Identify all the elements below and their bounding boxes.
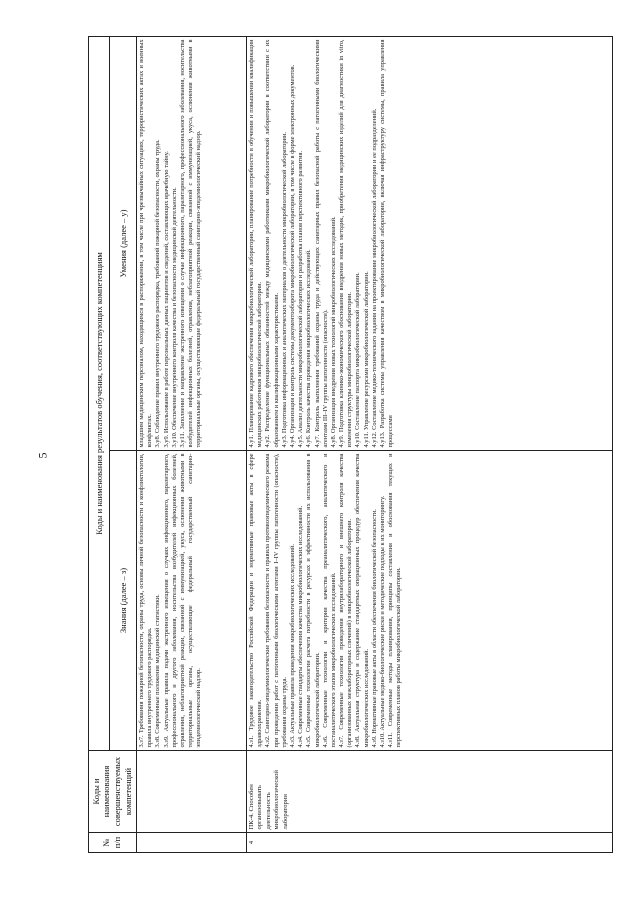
skill-item: 4.у10. Составление паспорта микробиологической лаборатории. [354, 272, 362, 448]
skill-item: 4.у3. Подготовка информационных и аналитических материалов о деятельности микробиологической лаборатории. [280, 132, 288, 448]
knowledge-item: 4.з11. Современные методы планирования, принципы составления и обоснования текущих и перспективных планов работы микробиологической лаборатории. [387, 453, 403, 748]
knowledge-item: 3.з8. Современные положения медицинской статистики. [154, 594, 162, 748]
knowledge-item: 4.з6. Современные технологии и критерии качества преаналитического, аналитического и постаналитического этапов микробиологических исследований. [321, 453, 337, 748]
skill-item: 4.у9. Подготовка клинико-экономического обоснования внедрения новых методик, приобретения медицинских изделий для диагностики in vitro, изменения структуры микробиологической лаборатории. [338, 39, 354, 448]
skill-item: 4.у13. Разработка системы управления качеством в микробиологической лаборатории, включая инфраструктуру системы, правила управления процессами [379, 39, 395, 448]
skill-item: 4.у5. Анализ деятельности микробиологической лаборатории и разработка планов перспективного развития. [297, 150, 305, 448]
skill-item: 4.у12. Составление медико-технического задания на проектирование микробиологической лаборатории и ее подразделений. [370, 108, 378, 448]
skill-item: 3.у8. Соблюдение правил внутреннего трудового распорядка, требований пожарной безопасности, охраны труда. [154, 139, 162, 448]
row-skills [136, 36, 246, 450]
header-knowledge: Знания (далее – з) [110, 451, 136, 751]
table-row [246, 36, 613, 852]
knowledge-item: 3.з9. Актуальные правила подачи экстренного извещения о случаях инфекционного, паразитарного, профессионального и другого заболевания, носительства возбудителей инфекционных болезней, отравления, неблагоприятной реакции, связанной с иммунизацией, укуса, ослюнения животными в территориальные органы, осуществляющие федеральный государственный санитарно-эпидемиологический надзор. [162, 453, 203, 748]
knowledge-item: 4.з10. Актуальные медико-биологические риски и методические подходы к их мониторингу. [379, 495, 386, 748]
knowledge-item: 4.з3. Актуальные правила проведения микробиологических исследований. [288, 544, 296, 748]
row-skills [246, 36, 613, 450]
skill-item: 4.у2. Распределение функциональных обязанностей между медицинскими работниками микробиологической лаборатории в соответствии с их образованием и квалификационными характеристиками. [264, 39, 280, 448]
skill-item: 3.у10. Обеспечение внутреннего контроля качества и безопасности медицинской деятельности. [170, 187, 178, 448]
knowledge-item: 3.з7. Требования пожарной безопасности, охраны труда, основы личной безопасности и конфликтологии, правила внутреннего трудового распорядка. [138, 453, 154, 748]
skill-item: 3.у11. Заполнение и направление экстренного извещения о случае инфекционного, паразитарного, профессионального заболевания, носительства возбудителей инфекционных болезней, отравления, неблагоприятной реакции, связанной с иммунизацией, укуса, ослюнения животными в территориальные органы, осуществляющие федеральный государственный санитарно-эпидемиологический надзор. [178, 39, 203, 448]
knowledge-item: 4.з7. Современные технологии проведения внутрилабораторного и внешнего контроля качества (организованных межлабораторных сличений) в микробиологической лаборатории. [338, 453, 354, 748]
knowledge-item: 4.з5. Современные технологии расчета потребности в ресурсах и эффективности их использования в микробиологической лаборатории. [305, 453, 321, 748]
skill-item: 4.у6. Контроль качества проведения микробиологических исследований. [305, 249, 313, 448]
skill-item: младшим медицинским персоналом, находящимся в распоряжении, в том числе при чрезвычайных ситуациях, террористических актах и военных конфликтах. [138, 39, 154, 448]
knowledge-item: 4.з1. Трудовое законодательство Российской Федерации и нормативные правовые акты в сфере здравоохранения. [248, 453, 264, 748]
skill-item: 4.у4. Организация и контроль системы документооборота микробиологической лаборатории, в том числе в форме электронных документов. [288, 64, 296, 448]
skill-item: 3.у9. Использование в работе персональных данных пациентов и сведений, составляющих врачебную тайну. [162, 151, 170, 448]
header-skills: Умения (далее – у) [110, 36, 136, 450]
row-competency: ПК-4. Способен организовывать деятельность микробиологической лаборатории [246, 751, 613, 833]
row-competency [136, 751, 246, 833]
row-knowledge [136, 451, 246, 751]
rotated-page [88, 37, 613, 853]
knowledge-item: 4.з4. Современные стандарты обеспечения качества микробиологических исследований. [297, 505, 305, 748]
header-num: № п/п [89, 833, 137, 853]
page-number: 5 [35, 452, 50, 459]
knowledge-item: 4.з9. Нормативные правовые акты в области обеспечения биологической безопасности. [370, 509, 378, 748]
skill-item: 4.у7. Контроль выполнения требований охраны труда и действующих санитарных правил безопасной работы с патогенными биологическими агентами III–IV группы патогенности (опасности). [313, 39, 329, 448]
table-row [136, 36, 246, 852]
skill-item: 4.у1. Планирование кадрового обеспечения микробиологической лаборатории, планирование потребности в обучении и повышении квалификации медицинских работников микробиологической лаборатории. [248, 39, 264, 448]
header-results: Коды и наименования результатов обучения, соответствующих компетенциям [89, 36, 110, 750]
header-competency: Коды и наименования совершенствуемых компетенций [89, 751, 137, 833]
row-knowledge [246, 451, 613, 751]
competency-table [88, 36, 613, 853]
knowledge-item: 4.з2. Санитарно-эпидемиологические требования безопасности и правила противоэпидемического режима при проведении работ с патогенными биологическими агентами I–IV группы патогенности (опасности), требования охраны труда. [264, 453, 288, 748]
row-num [136, 833, 246, 853]
skill-item: 4.у11. Управление ресурсами микробиологической лаборатории. [362, 271, 370, 448]
knowledge-item: 4.з8. Актуальная структура и содержание стандартных операционных процедур обеспечения качества микробиологических исследований. [354, 453, 370, 748]
skill-item: 4.у8. Организация внедрения новых технологий микробиологических исследований. [329, 216, 337, 448]
row-num: 4 [246, 833, 613, 853]
